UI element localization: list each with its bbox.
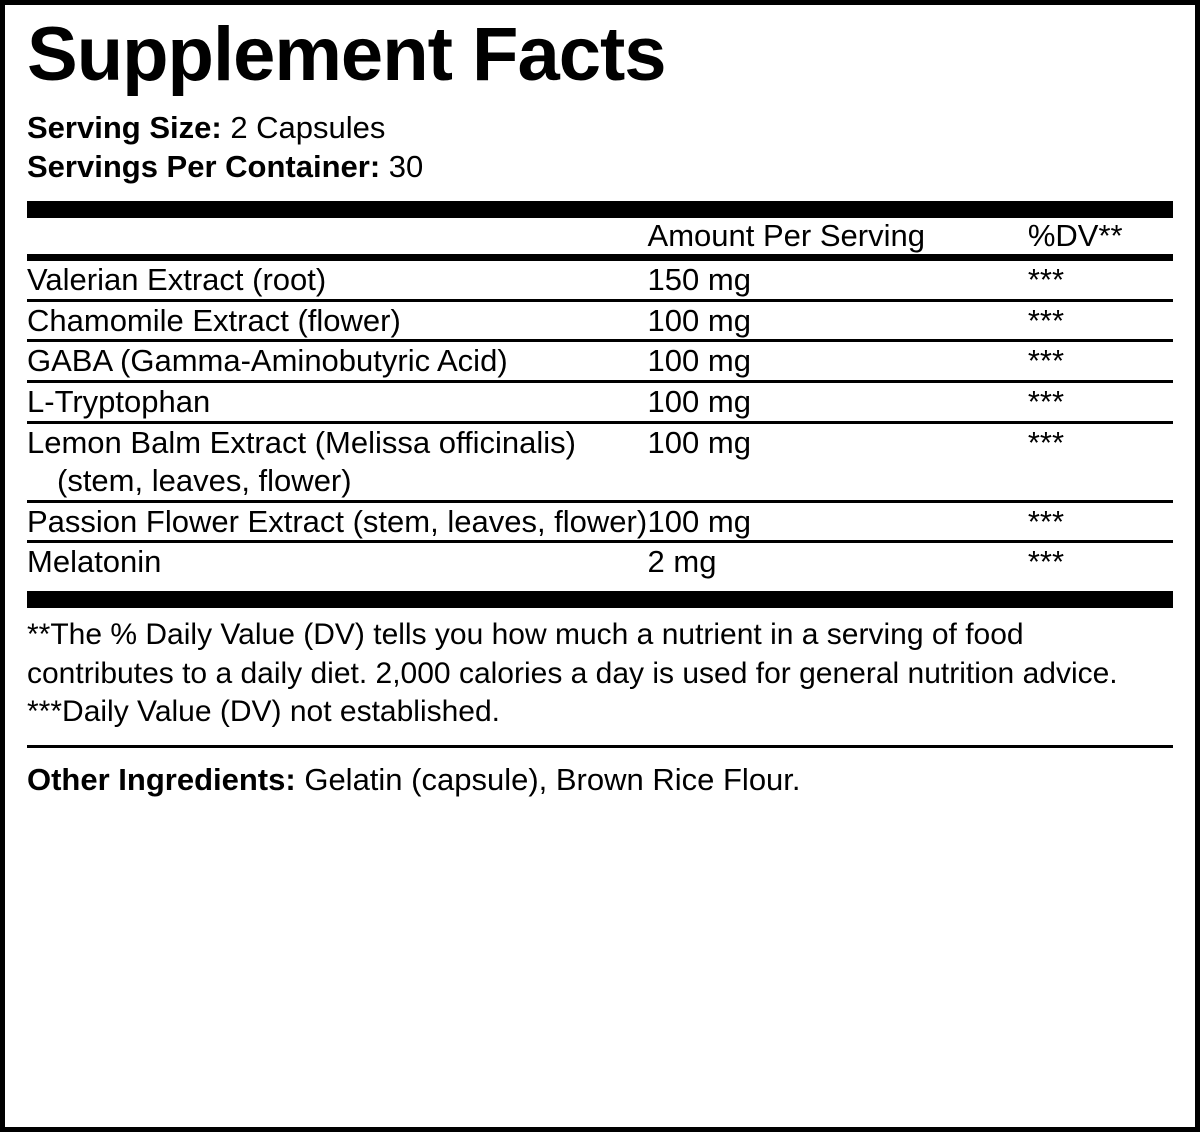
nutrient-name — [27, 422, 648, 501]
nutrient-table — [27, 261, 1173, 582]
nutrient-name-text: GABA (Gamma-Aminobutyric Acid) — [27, 343, 508, 379]
column-header-amount: Amount Per Serving — [647, 217, 925, 253]
bottom-spacer — [27, 801, 1173, 1127]
footnote-not-established: ***Daily Value (DV) not established. — [27, 694, 501, 728]
nutrient-name-text: Melatonin — [27, 544, 162, 580]
serving-size-line — [27, 109, 1173, 148]
footnotes — [27, 608, 1173, 731]
nutrient-amount: 100 mg — [648, 422, 1028, 501]
other-ingredients — [27, 748, 1173, 800]
table-row — [27, 542, 1173, 581]
servings-per-container-label: Servings Per Container: — [27, 148, 381, 184]
nutrient-name — [27, 341, 648, 382]
nutrient-name-text: Chamomile Extract (flower) — [27, 302, 401, 338]
servings-per-container-line — [27, 148, 1173, 187]
other-ingredients-label: Other Ingredients: — [27, 762, 296, 798]
table-row — [27, 300, 1173, 341]
nutrient-name-text: Valerian Extract (root) — [27, 261, 327, 297]
nutrient-dv: *** — [1028, 341, 1173, 382]
table-row — [27, 261, 1173, 300]
table-row — [27, 501, 1173, 542]
nutrient-header-table — [27, 218, 1173, 254]
nutrient-amount: 100 mg — [648, 341, 1028, 382]
divider-thick-top — [27, 201, 1173, 218]
nutrient-name-text: Lemon Balm Extract (Melissa officinalis) — [27, 424, 576, 460]
nutrient-name — [27, 382, 648, 423]
nutrient-dv: *** — [1028, 382, 1173, 423]
divider-below-header — [27, 254, 1173, 261]
column-header-nutrient — [27, 218, 648, 254]
nutrient-amount: 150 mg — [647, 261, 751, 297]
nutrient-dv: *** — [1027, 261, 1065, 297]
nutrient-name-continuation: (stem, leaves, flower) — [57, 462, 352, 498]
nutrient-amount: 100 mg — [648, 501, 1028, 542]
footnote-daily-value: **The % Daily Value (DV) tells you how much a nutrient in a serving of food contributes to a daily diet. 2,000 calories a day is used for general nutrition advice. — [27, 618, 1118, 690]
table-header-row — [27, 218, 1173, 254]
nutrient-name — [27, 261, 648, 300]
serving-size-label: Serving Size: — [27, 110, 222, 146]
nutrient-dv: *** — [1028, 422, 1173, 501]
nutrient-name — [27, 501, 648, 542]
divider-thick-bottom — [27, 591, 1173, 608]
nutrient-dv: *** — [1028, 542, 1173, 581]
nutrient-name-text: L-Tryptophan — [27, 384, 211, 420]
nutrient-name-text: Passion Flower Extract (stem, leaves, flower) — [27, 503, 648, 539]
nutrient-amount: 100 mg — [648, 300, 1028, 341]
nutrient-dv: *** — [1028, 501, 1173, 542]
table-row — [27, 341, 1173, 382]
nutrient-name — [27, 300, 648, 341]
other-ingredients-value: Gelatin (capsule), Brown Rice Flour. — [304, 762, 801, 798]
nutrient-dv: *** — [1028, 300, 1173, 341]
nutrient-amount: 2 mg — [648, 542, 1028, 581]
column-header-dv: %DV** — [1027, 217, 1123, 253]
nutrient-name — [27, 542, 648, 581]
table-row — [27, 422, 1173, 501]
page-title: Supplement Facts — [27, 12, 666, 97]
table-row — [27, 382, 1173, 423]
servings-per-container-value: 30 — [388, 148, 424, 184]
serving-size-value: 2 Capsules — [230, 110, 386, 146]
nutrient-amount: 100 mg — [648, 382, 1028, 423]
